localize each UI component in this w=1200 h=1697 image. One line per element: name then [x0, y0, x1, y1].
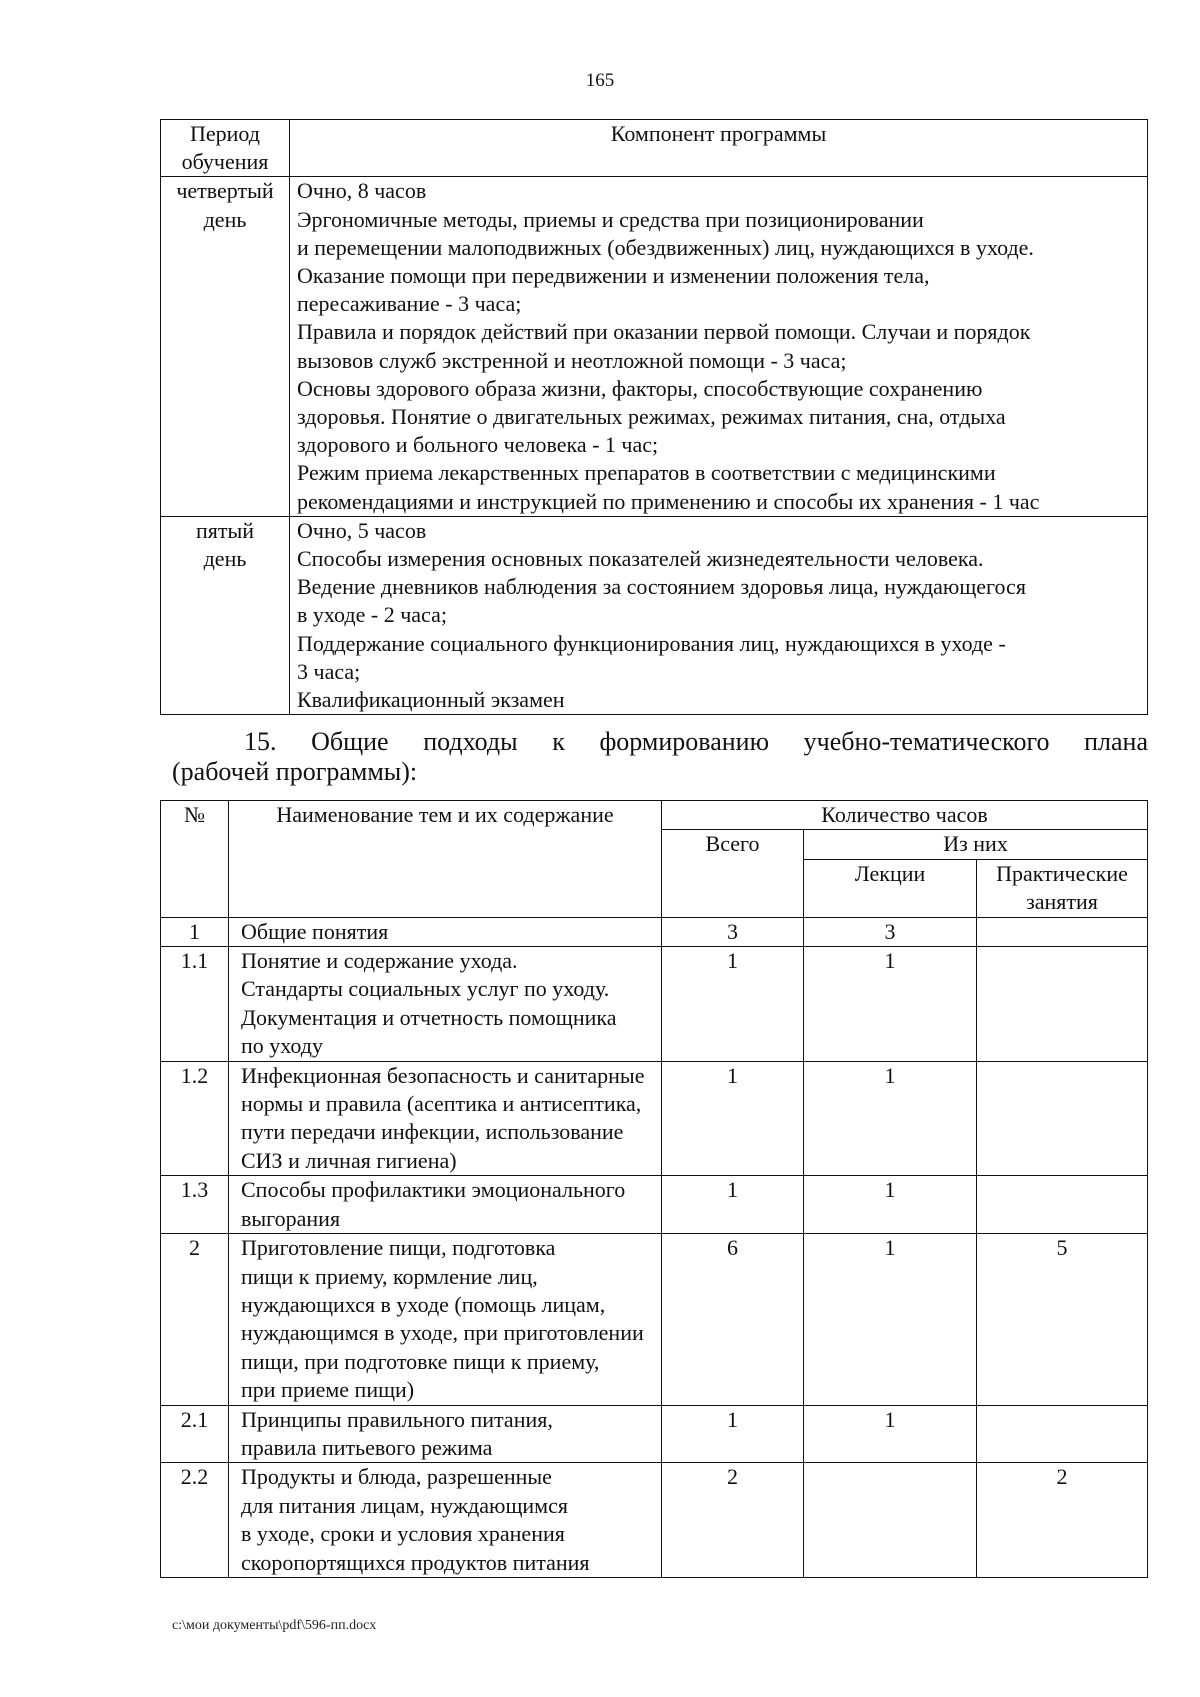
topic-name-line: скоропортящихся продуктов питания — [241, 1549, 590, 1575]
lecture-hours-cell: 3 — [804, 917, 977, 946]
plan-table-row — [161, 1176, 1148, 1234]
header-name: Наименование тем и их содержание — [229, 801, 662, 918]
period-line: пятый — [195, 517, 255, 543]
component-line: Оказание помощи при передвижении и изменении положения тела, — [297, 263, 930, 289]
period-line: день — [203, 206, 247, 232]
header-period-line: обучения — [181, 149, 269, 175]
total-hours-cell: 2 — [662, 1463, 804, 1578]
component-cell — [290, 177, 1148, 516]
topic-name-line: пищи, при подготовке пищи к приему, — [241, 1348, 600, 1374]
lecture-hours-cell: 1 — [804, 1176, 977, 1234]
component-line: Режим приема лекарственных препаратов в соответствии с медицинскими — [297, 460, 996, 486]
header-component-label: Компонент программы — [610, 121, 827, 146]
component-line: Поддержание социального функционирования лиц, нуждающихся в уходе - — [297, 630, 1006, 656]
program-table-row — [161, 516, 1148, 714]
total-hours-cell: 3 — [662, 917, 804, 946]
topic-name-line: при приеме пищи) — [241, 1377, 415, 1403]
plan-table-row — [161, 947, 1148, 1062]
total-hours-cell: 1 — [662, 947, 804, 1062]
plan-header-row — [161, 801, 1148, 830]
component-line: Основы здорового образа жизни, факторы, способствующие сохранению — [297, 375, 983, 401]
plan-table-row — [161, 1234, 1148, 1405]
total-hours-cell: 1 — [662, 1176, 804, 1234]
section-heading — [172, 727, 1148, 787]
lecture-hours-cell: 1 — [804, 1234, 977, 1405]
header-total: Всего — [662, 830, 804, 917]
topic-name-line: нуждающихся в уходе (помощь лицам, — [241, 1291, 606, 1317]
header-practice — [977, 859, 1148, 917]
header-of-them: Из них — [804, 830, 1148, 859]
component-line: и перемещении малоподвижных (обездвиженных) лиц, нуждающихся в уходе. — [297, 234, 1034, 260]
component-line: Способы измерения основных показателей жизнедеятельности человека. — [297, 546, 984, 572]
total-hours-cell: 1 — [662, 1405, 804, 1463]
component-line: Очно, 8 часов — [297, 178, 427, 204]
topic-name-line: нуждающимся в уходе, при приготовлении — [241, 1320, 644, 1346]
practice-hours-cell — [977, 917, 1148, 946]
topic-name-line: в уходе, сроки и условия хранения — [241, 1521, 565, 1547]
total-hours-cell: 1 — [662, 1061, 804, 1176]
topic-name-cell — [229, 1463, 662, 1578]
component-line: Правила и порядок действий при оказании первой помощи. Случаи и порядок — [297, 319, 1031, 345]
section-heading-line: 15. Общие подходы к формированию учебно-тематического плана — [244, 727, 1148, 756]
component-line: рекомендациями и инструкцией по применению и способы их хранения - 1 час — [297, 488, 1040, 514]
component-line: вызовов служб экстренной и неотложной помощи - 3 часа; — [297, 347, 847, 373]
component-cell — [290, 516, 1148, 714]
lecture-hours-cell: 1 — [804, 947, 977, 1062]
practice-hours-cell — [977, 947, 1148, 1062]
lecture-hours-cell — [804, 1463, 977, 1578]
topic-number-cell: 1.3 — [161, 1176, 229, 1234]
period-line: день — [203, 546, 247, 572]
component-line: 3 часа; — [297, 658, 361, 684]
topic-name-line: Документация и отчетность помощника — [241, 1004, 617, 1030]
header-hours: Количество часов — [662, 801, 1148, 830]
topic-name-line: Принципы правильного питания, — [241, 1406, 553, 1432]
topic-name-line: правила питьевого режима — [241, 1434, 493, 1460]
lecture-hours-cell: 1 — [804, 1405, 977, 1463]
period-cell — [161, 177, 290, 516]
header-practice-line: Практические — [996, 860, 1128, 886]
topic-name-line: Инфекционная безопасность и санитарные — [241, 1062, 645, 1088]
topic-name-line: СИЗ и личная гигиена) — [241, 1147, 457, 1173]
topic-name-line: Приготовление пищи, подготовка — [241, 1235, 556, 1261]
plan-table-row — [161, 1061, 1148, 1176]
section-heading-line: (рабочей программы): — [172, 757, 418, 786]
topic-name-line: пути передачи инфекции, использование — [241, 1119, 624, 1145]
header-number: № — [161, 801, 229, 918]
period-line: четвертый — [176, 178, 274, 204]
practice-hours-cell: 5 — [977, 1234, 1148, 1405]
component-line: здоровья. Понятие о двигательных режимах, режимах питания, сна, отдыха — [297, 404, 1006, 430]
topic-number-cell: 2.1 — [161, 1405, 229, 1463]
topic-number-cell: 1 — [161, 917, 229, 946]
program-component-table — [160, 119, 1148, 715]
header-component — [290, 120, 1148, 177]
header-period — [161, 120, 290, 177]
topic-name-line: выгорания — [241, 1205, 341, 1231]
program-table-header-row — [161, 120, 1148, 177]
topic-number-cell: 2 — [161, 1234, 229, 1405]
topic-name-cell — [229, 1061, 662, 1176]
header-period-line: Период — [190, 121, 260, 146]
curriculum-plan-table — [160, 800, 1148, 1578]
topic-number-cell: 1.2 — [161, 1061, 229, 1176]
topic-name-line: Общие понятия — [241, 918, 389, 944]
component-line: Очно, 5 часов — [297, 517, 427, 543]
component-line: здорового и больного человека - 1 час; — [297, 432, 659, 458]
plan-table-row — [161, 1463, 1148, 1578]
topic-name-line: Способы профилактики эмоционального — [241, 1177, 626, 1203]
header-lectures: Лекции — [804, 859, 977, 917]
practice-hours-cell — [977, 1405, 1148, 1463]
component-line: пересаживание - 3 часа; — [297, 291, 522, 317]
topic-name-cell — [229, 917, 662, 946]
footer-file-path: c:\мои документы\pdf\596-пп.docx — [172, 1618, 377, 1633]
component-line: Квалификационный экзамен — [297, 687, 565, 713]
practice-hours-cell — [977, 1176, 1148, 1234]
topic-number-cell: 1.1 — [161, 947, 229, 1062]
practice-hours-cell — [977, 1061, 1148, 1176]
practice-hours-cell: 2 — [977, 1463, 1148, 1578]
plan-table-row — [161, 917, 1148, 946]
topic-name-line: по уходу — [241, 1033, 323, 1059]
topic-number-cell: 2.2 — [161, 1463, 229, 1578]
topic-name-line: нормы и правила (асептика и антисептика, — [241, 1091, 642, 1117]
topic-name-cell — [229, 1234, 662, 1405]
topic-name-cell — [229, 1405, 662, 1463]
header-practice-line: занятия — [1026, 889, 1098, 915]
component-line: в уходе - 2 часа; — [297, 602, 447, 628]
page-number: 165 — [585, 70, 615, 91]
topic-name-line: Стандарты социальных услуг по уходу. — [241, 976, 610, 1002]
component-line: Эргономичные методы, приемы и средства при позиционировании — [297, 206, 924, 232]
topic-name-line: для питания лицам, нуждающимся — [241, 1492, 568, 1518]
topic-name-line: пищи к приему, кормление лиц, — [241, 1263, 538, 1289]
plan-table-row — [161, 1405, 1148, 1463]
lecture-hours-cell: 1 — [804, 1061, 977, 1176]
total-hours-cell: 6 — [662, 1234, 804, 1405]
topic-name-cell — [229, 1176, 662, 1234]
component-line: Ведение дневников наблюдения за состоянием здоровья лица, нуждающегося — [297, 574, 1026, 600]
period-cell — [161, 516, 290, 714]
topic-name-line: Продукты и блюда, разрешенные — [241, 1464, 552, 1490]
topic-name-line: Понятие и содержание ухода. — [241, 948, 518, 974]
program-table-row — [161, 177, 1148, 516]
topic-name-cell — [229, 947, 662, 1062]
